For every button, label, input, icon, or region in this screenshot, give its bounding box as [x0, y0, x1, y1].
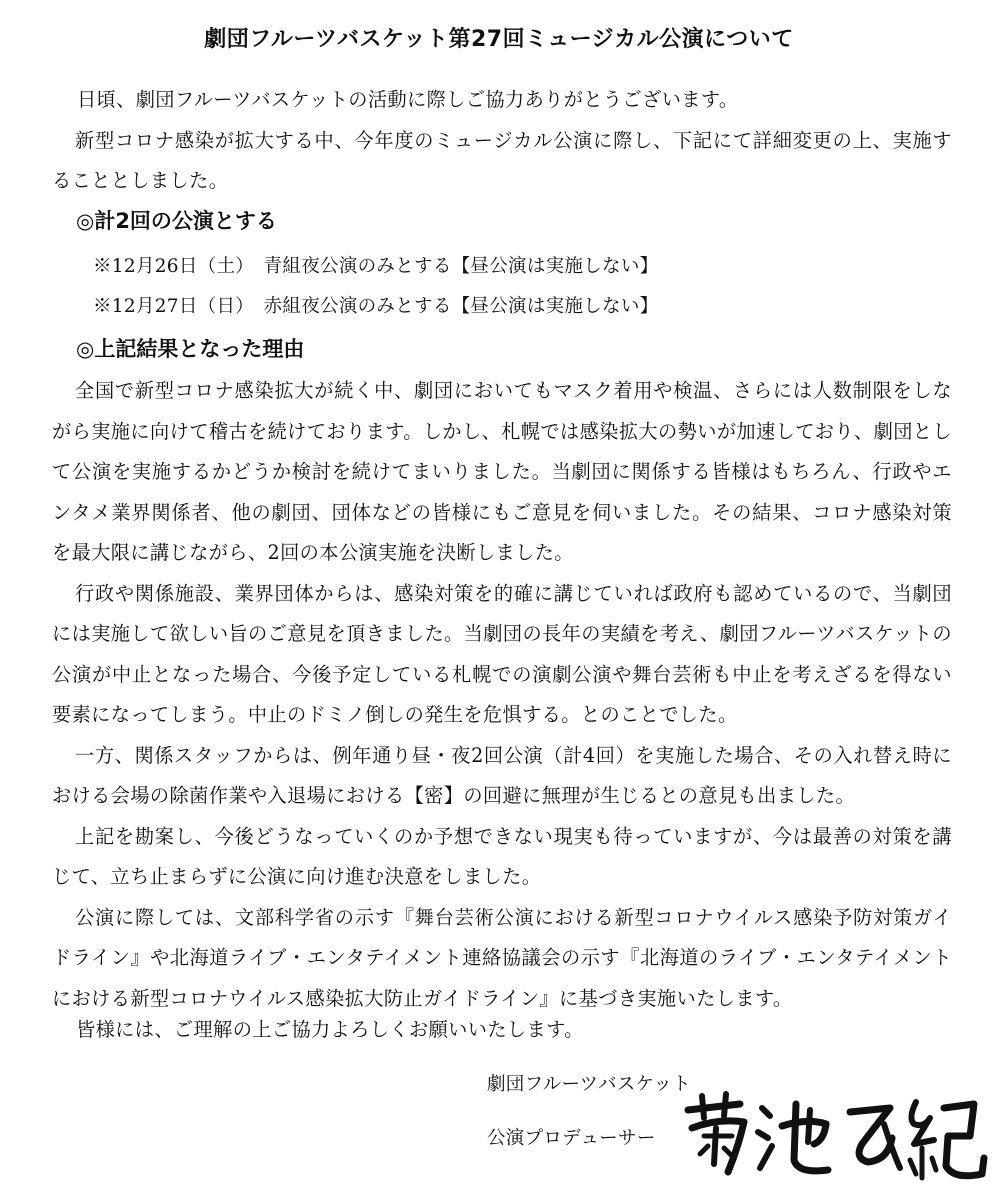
document-title: 劇団フルーツバスケット第27回ミュージカル公演について	[204, 27, 794, 52]
section-heading-reasons: ◎上記結果となった理由	[76, 337, 305, 361]
reason-paragraph: 公演に際しては、文部科学省の示す『舞台芸術公演における新型コロナウイルス感染予防対策ガイドライン』や北海道ライブ・エンタテイメント連絡協議会の示す『北海道のライブ・エンタテイメントにおける新型コロナウイルス感染拡大防止ガイドライン』に基づき実施いたします。	[52, 905, 952, 1010]
organization-name: 劇団フルーツバスケット	[487, 1074, 692, 1095]
producer-title: 公演プロデューサー	[487, 1128, 656, 1149]
reason-paragraph: 全国で新型コロナ感染拡大が続く中、劇団においてもマスク着用や検温、さらには人数制限をしながら実施に向けて稽古を続けております。しかし、札幌では感染拡大の勢いが加速しており、劇団として公演を実施するかどうか検討を続けてまいりました。当劇団に関係する皆様はもちろん、行政やエンタメ業界関係者、他の劇団、団体などの皆様にもご意見を伺いました。その結果、コロナ感染対策を最大限に講じながら、2回の本公演実施を決断しました。	[52, 379, 952, 564]
intro-section	[52, 80, 952, 202]
reason-paragraph: 行政や関係施設、業界団体からは、感染対策を的確に講じていれば政府も認めているので、当劇団には実施して欲しい旨のご意見を頂きました。当劇団の長年の実績を考え、劇団フルーツバスケットの公演が中止となった場合、今後予定している札幌での演劇公演や舞台芸術も中止を考えざるを得ない要素になってしまう。中止のドミノ倒しの発生を危惧する。とのことでした。	[52, 581, 952, 726]
reasons-section	[52, 371, 952, 1019]
handwritten-signature	[678, 1088, 988, 1186]
schedule-item: ※12月27日（日） 赤組夜公演のみとする【昼公演は実施しない】	[93, 296, 659, 317]
intro-paragraph: 日頃、劇団フルーツバスケットの活動に際しご協力ありがとうございます。	[76, 88, 739, 111]
schedule-item: ※12月26日（土） 青組夜公演のみとする【昼公演は実施しない】	[93, 256, 659, 277]
closing-remark: 皆様には、ご理解の上ご協力よろしくお願いいたします。	[76, 1018, 584, 1041]
section-heading-performances: ◎計2回の公演とする	[76, 209, 277, 233]
reason-paragraph: 上記を勘案し、今後どうなっていくのか予想できない現実も待っていますが、今は最善の対策を講じて、立ち止まらずに公演に向け進む決意をしました。	[52, 824, 952, 888]
reason-paragraph: 一方、関係スタッフからは、例年通り昼・夜2回公演（計4回）を実施した場合、その入れ替え時における会場の除菌作業や入退場における【密】の回避に無理が生じるとの意見も出ました。	[52, 743, 952, 807]
intro-paragraph: 新型コロナ感染が拡大する中、今年度のミュージカル公演に際し、下記にて詳細変更の上、実施することとしました。	[52, 128, 952, 192]
